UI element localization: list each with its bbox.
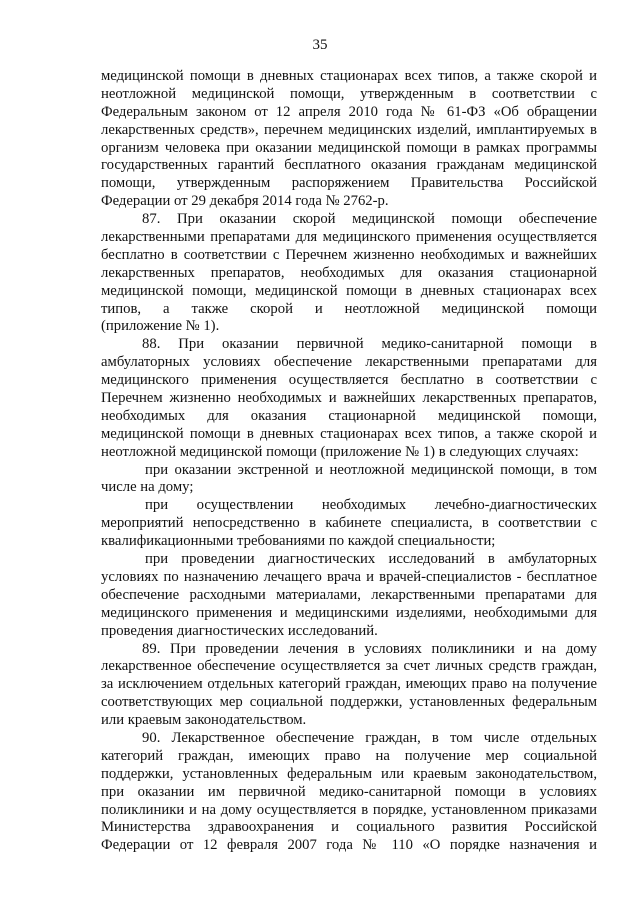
text-line: медицинской помощи в дневных стационарах всех типов, а также скорой и <box>101 425 597 442</box>
text-line: организм человека при оказании медицинской помощи в рамках программы <box>101 139 597 156</box>
text-line: неотложной медицинской помощи (приложение № 1) в следующих случаях: <box>101 443 579 460</box>
text-line: лекарственное обеспечение осуществляется за счет личных средств граждан, <box>101 658 597 675</box>
text-line: при оказании экстренной и неотложной медицинской помощи, в том <box>145 461 597 478</box>
text-line: медицинской помощи, медицинской помощи в дневных стационарах всех <box>101 282 597 299</box>
text-line: Федерации от 29 декабря 2014 года № 2762-р. <box>101 193 389 210</box>
text-line: или краевым законодательством. <box>101 712 307 729</box>
page-number: 35 <box>312 37 328 53</box>
text-line: медицинского применения осуществляется бесплатно в соответствии с <box>101 372 597 389</box>
text-line: амбулаторных условиях обеспечение лекарственными препаратами для <box>101 354 597 371</box>
text-line: квалификационными требованиями по каждой специальности; <box>101 533 496 550</box>
text-line: мероприятий непосредственно в кабинете специалиста, в соответствии с <box>101 515 597 532</box>
text-line: условиях по назначению лечащего врача и врачей-специалистов - бесплатное <box>101 568 597 585</box>
text-line: лекарственными препаратами для медицинского применения осуществляется <box>101 229 597 246</box>
text-line: 88. При оказании первичной медико-санитарной помощи в <box>142 336 597 353</box>
text-line: соответствующих мер социальной поддержки, установленных федеральным <box>101 694 597 711</box>
text-line: за исключением отдельных категорий граждан, имеющих право на получение <box>101 676 597 693</box>
text-line: поликлиники и на дому осуществляется в порядке, установленном приказами <box>101 801 597 818</box>
text-line: типов, а также скорой и неотложной медицинской помощи <box>101 300 597 317</box>
text-line: (приложение № 1). <box>101 318 220 335</box>
text-line: 89. При проведении лечения в условиях поликлиники и на дому <box>142 640 597 657</box>
text-line: лекарственных препаратов, необходимых для оказания стационарной <box>101 264 597 281</box>
text-line: проведения диагностических исследований. <box>101 622 378 639</box>
text-line: числе на дому; <box>101 479 194 496</box>
text-line: медицинского применения и медицинскими изделиями, необходимыми для <box>101 604 597 621</box>
text-line: Федеральным законом от 12 апреля 2010 года № 61-ФЗ «Об обращении <box>101 103 597 120</box>
text-line: при оказании им первичной медико-санитарной помощи в условиях <box>101 783 597 800</box>
text-line: Федерации от 12 февраля 2007 года № 110 «О порядке назначения и <box>101 837 597 854</box>
text-line: 90. Лекарственное обеспечение граждан, в том числе отдельных <box>142 729 597 746</box>
text-line: Министерства здравоохранения и социального развития Российской <box>101 819 597 836</box>
text-line: бесплатно в соответствии с Перечнем жизненно необходимых и важнейших <box>101 246 597 263</box>
text-line: Перечнем жизненно необходимых и важнейших лекарственных препаратов, <box>101 390 597 407</box>
text-line: 87. При оказании скорой медицинской помощи обеспечение <box>142 211 597 228</box>
text-line: обеспечение расходными материалами, лекарственными препаратами для <box>101 586 597 603</box>
text-line: поддержки, установленных федеральным или краевым законодательством, <box>101 765 597 782</box>
text-line: при осуществлении необходимых лечебно-диагностических <box>145 497 597 514</box>
text-line: при проведении диагностических исследований в амбулаторных <box>145 551 597 568</box>
text-line: категорий граждан, имеющих право на получение мер социальной <box>101 747 597 764</box>
text-line: необходимых для оказания стационарной медицинской помощи, <box>101 407 597 424</box>
text-line: медицинской помощи в дневных стационарах всех типов, а также скорой и <box>101 68 597 84</box>
text-line: помощи, утвержденным распоряжением Правительства Российской <box>101 175 597 192</box>
text-line: лекарственных средств», перечнем медицинских изделий, имплантируемых в <box>101 121 597 138</box>
body-text <box>101 68 597 855</box>
text-line: неотложной медицинской помощи, утвержденным в соответствии с <box>101 85 597 102</box>
text-line: государственных гарантий бесплатного оказания гражданам медицинской <box>101 157 597 174</box>
